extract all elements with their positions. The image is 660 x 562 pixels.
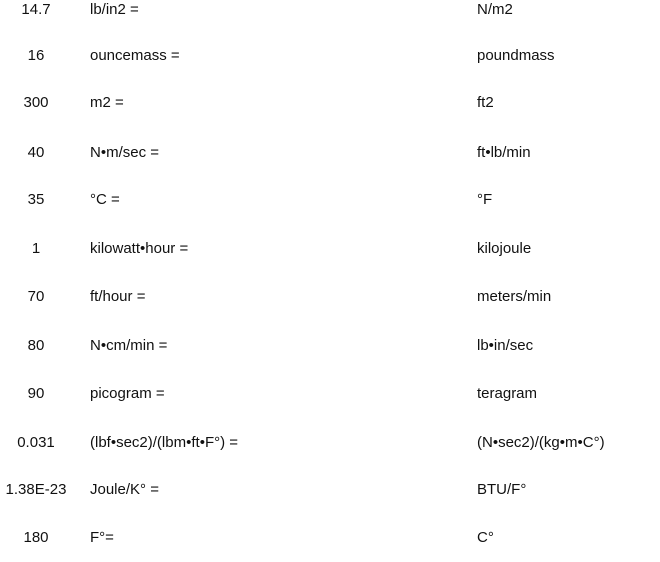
row-from-unit: kilowatt•hour =	[90, 240, 189, 257]
conversion-row	[0, 237, 660, 261]
row-to-unit: teragram	[477, 385, 538, 402]
row-to-unit: meters/min	[477, 288, 552, 305]
row-from-unit: ouncemass =	[90, 47, 180, 64]
conversion-row	[0, 382, 660, 406]
row-from-unit: lb/in2 =	[90, 1, 139, 18]
conversion-row	[0, 91, 660, 115]
conversion-row	[0, 0, 660, 22]
row-to-unit: ft•lb/min	[477, 144, 531, 161]
row-value: 300	[23, 94, 49, 111]
row-to-unit: ft2	[477, 94, 494, 111]
row-to-unit: kilojoule	[477, 240, 532, 257]
row-to-unit: C°	[477, 529, 494, 546]
row-value: 180	[23, 529, 49, 546]
row-value: 35	[27, 191, 45, 208]
conversion-row	[0, 478, 660, 502]
conversion-row	[0, 285, 660, 309]
row-from-unit: N•cm/min =	[90, 337, 168, 354]
row-value: 70	[27, 288, 45, 305]
row-value: 1	[31, 240, 41, 257]
row-value: 0.031	[17, 434, 55, 451]
row-value: 80	[27, 337, 45, 354]
row-to-unit: (N•sec2)/(kg•m•C°)	[477, 434, 605, 451]
conversion-row	[0, 141, 660, 165]
row-from-unit: m2 =	[90, 94, 124, 111]
conversion-row	[0, 431, 660, 455]
row-value: 16	[27, 47, 45, 64]
row-to-unit: lb•in/sec	[477, 337, 534, 354]
row-from-unit: F°=	[90, 529, 114, 546]
row-value: 90	[27, 385, 45, 402]
conversion-row	[0, 188, 660, 212]
row-to-unit: N/m2	[477, 1, 513, 18]
row-from-unit: ft/hour =	[90, 288, 146, 305]
row-from-unit: Joule/K° =	[90, 481, 159, 498]
conversion-row	[0, 526, 660, 550]
row-to-unit: °F	[477, 191, 493, 208]
conversion-row	[0, 334, 660, 358]
row-value: 40	[27, 144, 45, 161]
row-from-unit: N•m/sec =	[90, 144, 160, 161]
row-from-unit: picogram =	[90, 385, 165, 402]
row-to-unit: BTU/F°	[477, 481, 527, 498]
conversion-row	[0, 44, 660, 68]
row-to-unit: poundmass	[477, 47, 555, 64]
row-from-unit: (lbf•sec2)/(lbm•ft•F°) =	[90, 434, 239, 451]
row-value: 1.38E-23	[5, 481, 67, 498]
row-value: 14.7	[21, 1, 51, 18]
row-from-unit: °C =	[90, 191, 120, 208]
